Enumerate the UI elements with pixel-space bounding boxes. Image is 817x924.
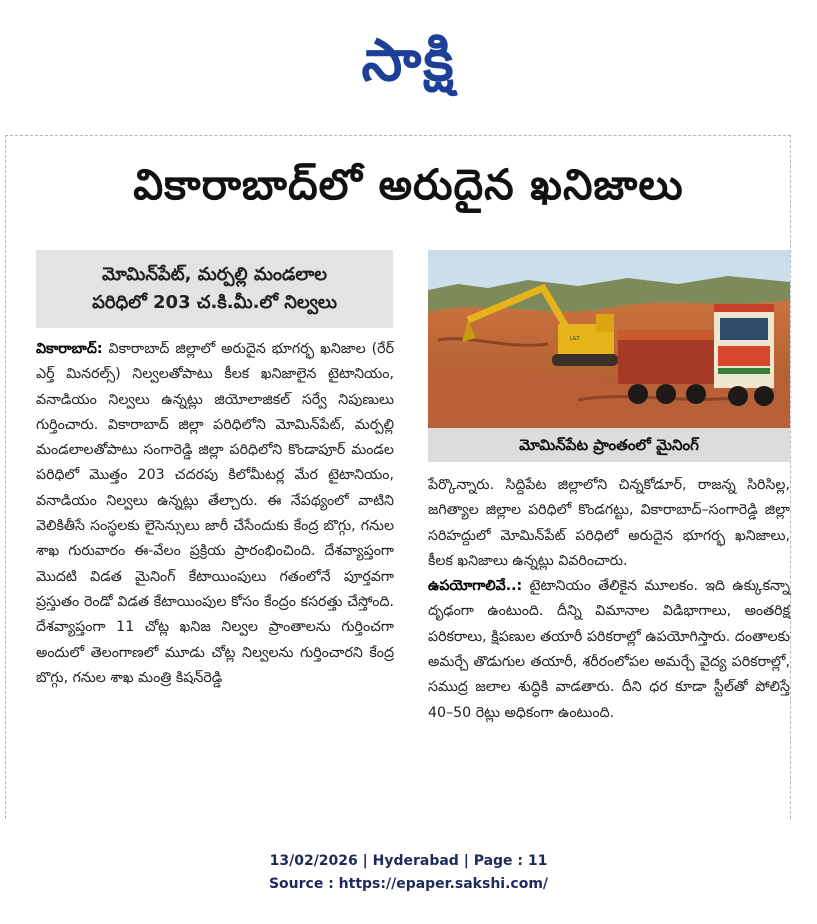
sakshi-logo: సాక్షి (361, 26, 456, 94)
article-headline: వికారాబాద్‌లో అరుదైన ఖనిజాలు (133, 160, 684, 209)
subheadline-line-1: మోమిన్‌పేట్, మర్పల్లి మండలాల (102, 264, 327, 285)
mining-photo (428, 250, 790, 428)
right-column (428, 473, 790, 726)
right-paragraph-2 (428, 574, 790, 726)
photo-caption: మోమిన్‌పేట ప్రాంతంలో మైనింగ్ (428, 428, 790, 462)
footer-source: Source : https://epaper.sakshi.com/ (268, 876, 549, 892)
footer-date-edition: 13/02/2026 | Hyderabad | Page : 11 (269, 853, 548, 869)
paragraph-text: పేర్కొన్నారు. సిద్దిపేట జిల్లాలోని చిన్నకోడూర్, రాజన్న సిరిసిల్ల, జగిత్యాల జిల్లాల పరిధిలో కొండగట్టు, వికారాబాద్–సంగారెడ్డి జిల్లా సరిహద్దులో మోమిన్‌పేట్ పరిధిలో అరుదైన భూగర్భ ఖనిజాలు, కీలక ఖనిజాలు ఉన్నట్లు వివరించారు. (428, 477, 790, 569)
mining-photo-image (428, 250, 790, 428)
subheadline-box (36, 250, 393, 328)
right-paragraph-1 (428, 473, 790, 574)
left-paragraph (36, 337, 394, 691)
dateline: వికారాబాద్: (36, 341, 103, 357)
left-column (36, 337, 394, 691)
masthead (0, 10, 817, 110)
uses-subhead: ఉపయోగాలివే..: (428, 578, 523, 595)
svg-text:L&T: L&T (570, 336, 580, 342)
paragraph-text: వికారాబాద్ జిల్లాలో అరుదైన భూగర్భ ఖనిజాల (రేర్ ఎర్త్ మినరల్స్) నిల్వలతోపాటు కీలక ఖనిజాలైన టైటానియం, వనాడియం నిల్వలు ఉన్నట్లు జియోలాజికల్ సర్వే నిపుణులు గుర్తించారు. వికారాబాద్ జిల్లా పరిధిలోని మోమిన్‌పేట్, మర్పల్లి మండలాలతోపాటు సంగారెడ్డి జిల్లా పరిధిలోని కొండాపూర్ మండల పరిధిలో మొత్తం 203 చదరపు కిలోమీటర్ల మేర టైటానియం, వనాడియం నిల్వలు ఉన్నట్లు తేల్చారు. ఈ నేపథ్యంలో వాటిని వెలికితీసే సంస్థలకు లైసెన్సులు జారీ చేసేందుకు కేంద్ర బొగ్గు, గనుల శాఖ గురువారం ఈ-వేలం ప్రక్రియ ప్రారంభించింది. దేశవ్యాప్తంగా మొదటి విడత మైనింగ్ కేటాయింపులు గతంలోనే పూర్తవగా ప్రస్తుతం రెండో విడత కేటాయింపుల కోసం కేంద్రం కసరత్తు చేస్తోంది. దేశవ్యాప్తంగా 11 చోట్ల ఖనిజ నిల్వల ప్రాంతాలను గుర్తించగా అందులో తెలంగాణలో మూడు చోట్ల నిల్వలను గుర్తించారని కేంద్ర బొగ్గు, గనుల శాఖ మంత్రి కిషన్‌రెడ్డి (36, 341, 394, 686)
subheadline-line-2: పరిధిలో 203 చ.కి.మీ.లో నిల్వలు (92, 292, 337, 313)
paragraph-text: టైటానియం తేలికైన మూలకం. ఇది ఉక్కుకన్నా దృఢంగా ఉంటుంది. దీన్ని విమానాల విడిభాగాలు, అంతరిక్ష పరికరాలు, క్షిపణుల తయారీ పరికరాల్లో ఉపయోగిస్తారు. దంతాలకు అమర్చే తొడుగుల తయారీ, శరీరంలోపల అమర్చే వైద్య పరికరాల్లో, సముద్ర జలాల శుద్ధికి వాడతారు. దీని ధర కూడా స్టీల్‌తో పోలిస్తే 40–50 రెట్లు అధికంగా ఉంటుంది. (428, 578, 790, 721)
